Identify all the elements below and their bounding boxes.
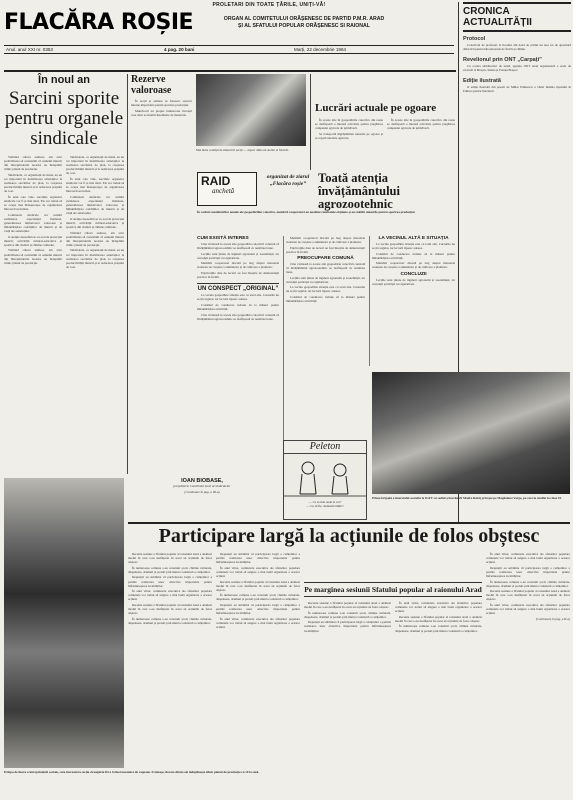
banner-subhead: Pe marginea sesiunii Sfatului popular al raionului Arad [304, 582, 482, 597]
paragraph: În anul care vine, sarcinile organelor sindicale vor fi și mai mari. Ele vor trebui să se ocupe mai îndeaproape de organizarea întrecerii socialiste. [4, 194, 62, 212]
banner-col-4 [486, 552, 570, 767]
masthead-info-bar [4, 45, 454, 54]
paragraph: Cine vizitează la aceste zile gospodăria colectivă constată că învățământul agrozootehnic se desfășoară cu rezultate bune. [286, 261, 365, 275]
cronica-item-title: Ediție ilustrată [463, 78, 501, 85]
cronica-item-title: Protocol [463, 36, 486, 42]
feature-col-a [197, 236, 279, 486]
paragraph: Vizitând câteva ateliere, am avut posibilitatea să constatăm că oamenii muncii din întreprinderile noastre au îndeplinit ritmic planul de producție. [4, 155, 62, 172]
masthead-subtitle-2: ȘI AL SFATULUI POPULAR ORĂȘENESC SI RAIONAL [238, 23, 370, 29]
feature-subhead: PREOCUPARE COMUNĂ [297, 255, 354, 261]
article-body [4, 155, 124, 485]
paragraph: Deputații au subliniat că participarea largă a cetățenilor a permis realizarea unor obiective importante pentru înfrumusețarea localităților. [486, 565, 570, 578]
paragraph: Recenta sesiune a Sfatului popular al raionului Arad a analizat modul în care s-au desfășurat în acest an acțiunile de folos obștesc. [216, 579, 300, 592]
paragraph: Sindicatele, ca organizații de masă, au un rol important în mobilizarea salariaților la realizarea sarcinilor de plan, la creșterea productivității muncii și la reducerea prețului de cost. [66, 155, 124, 176]
paragraph: În anul viitor, comitetele executive ale sfaturilor populare comunale vor trebui să asigure o mai bună organizare a acestor acțiuni. [395, 601, 482, 614]
paragraph: Deputații au subliniat că participarea largă a cetățenilor a permis realizarea unor obiective importante pentru înfrumusețarea localităților. [304, 620, 391, 633]
feature-headline: Toată atenția învățământului agrozootehnic [318, 171, 400, 211]
masthead-subtitle-1: ORGAN AL COMITETULUI ORĂȘENESC DE PARTID P.M.R. ARAD [223, 16, 385, 22]
banner-col-2 [216, 552, 300, 767]
raid-badge-title: RAID [201, 174, 231, 188]
ogoare-title: Lucrări actuale pe ogoare [315, 102, 437, 114]
signature-role: președintele Consiliului local al sindicatelor [173, 484, 231, 488]
paragraph: În numeroase comune s-au construit școli, cămine culturale, dispensare, drumuri și poduri prin munca voluntară a cetățenilor. [216, 593, 300, 602]
masthead-title: FLACĂRA ROȘIE [4, 10, 194, 35]
banner-col-1 [128, 552, 212, 767]
paragraph: Consiliul de conducere trebuie să ia măsuri pentru îmbunătățirea activității. [286, 295, 365, 304]
paragraph: Sindicatele, ca organizații de masă, au un rol important în mobilizarea salariaților la realizarea sarcinilor de plan, la creșterea productivității muncii și la reducerea prețului de cost. [4, 172, 62, 194]
article-kicker: În noul an [38, 74, 90, 86]
ogoare-body [315, 118, 455, 140]
masthead-divider [4, 70, 456, 72]
paragraph: Vizitând câteva ateliere, am avut posibilitatea să constatăm că oamenii muncii din întreprinderile noastre au îndeplinit ritmic planul de producție. [4, 248, 62, 265]
paragraph: Comitetele sindicale vor urmări extinderea experienței înaintate, generalizarea inițiativelor valoroase și îmbunătățirea condițiilor de muncă și de viață ale salariaților. [4, 212, 62, 234]
continue-note: (Continuare în pag. a II-a) [535, 616, 570, 621]
rezerve-body [131, 99, 192, 117]
paragraph: În numeroase comune s-au construit școli, cămine culturale, dispensare, drumuri și poduri prin munca voluntară a cetățenilor. [128, 565, 212, 574]
ogoare-article [310, 74, 455, 170]
paragraph: Recenta sesiune a Sfatului popular al raionului Arad a analizat modul în care s-au desfășurat în acest an acțiunile de folos obștesc. [395, 614, 482, 623]
signature-name: IOAN BIOBASE, [181, 478, 223, 484]
raid-badge-sub: anchetă [212, 187, 235, 195]
paragraph: Lecțiile sunt ținute de ingineri agronomi și zootehniști, iar cursanții participă cu regularitate. [197, 251, 279, 260]
issue-date: Marți, 22 decembrie 1964 [294, 47, 347, 52]
paragraph: La vecina gospodărie situația este cu totul alta. Cursurile nu se țin regulat, iar lectorii lipsesc adesea. [372, 242, 455, 251]
paragraph: În aceste zile în gospodăriile colective din raion se desfășoară o intensă activitate pentru pregătirea campaniei agricole de primăvară. [315, 118, 383, 131]
cronica-header: CRONICA ACTUALITĂȚII [463, 2, 571, 32]
paragraph: Recenta sesiune a Sfatului popular al raionului Arad a analizat modul în care s-au desfășurat în acest an acțiunile de folos obștesc. [128, 552, 212, 565]
box-title: UN CONSPECT „ORIGINAL” [197, 283, 279, 293]
paragraph: În numeroase comune s-au construit școli, cămine culturale, dispensare, drumuri și poduri prin munca voluntară a cetățenilor. [304, 610, 391, 619]
paragraph: Recenta sesiune a Sfatului popular al raionului Arad a analizat modul în care s-au desfășurat în acest an acțiunile de folos obștesc. [128, 603, 212, 616]
article-headline: Sarcini sporite pentru organele sindicale [4, 88, 124, 149]
raid-badge [197, 172, 257, 206]
article-sindicale [4, 74, 124, 474]
paragraph: Sindicatele, ca organizații de masă, au un rol important în mobilizarea salariaților la realizarea sarcinilor de plan, la creșterea productivității muncii și la reducerea prețului de cost. [66, 248, 124, 269]
paragraph: Recenta sesiune a Sfatului popular al raionului Arad a analizat modul în care s-au desfășurat în acest an acțiunile de folos obștesc. [304, 601, 391, 610]
cronica-item-text: O ediție ilustrată din poezii de Mihai Eminescu a văzut lumina tiparului în Editura pentru literatură. [463, 85, 571, 94]
paragraph: În anul viitor, comitetele executive ale sfaturilor populare comunale vor trebui să asigure o mai bună organizare a acestor acțiuni. [486, 603, 570, 616]
paragraph: Lecțiile sunt ținute de ingineri agronomi și zootehniști, iar cursanții participă cu regularitate. [372, 277, 455, 286]
paragraph: Comitetele sindicale vor urmări extinderea experienței înaintate, generalizarea inițiativelor valoroase și îmbunătățirea condițiilor de muncă și de viață ale salariaților. [66, 194, 124, 216]
paragraph: În secții și ateliere se folosesc rezerve interne importante pentru sporirea producției. [131, 99, 192, 108]
cartoon-illustration [284, 454, 366, 500]
paragraph: Recenta sesiune a Sfatului popular al raionului Arad a analizat modul în care s-au desfășurat în acest an acțiunile de folos obștesc. [486, 589, 570, 602]
paragraph: Consiliul de conducere trebuie să ia măsuri pentru îmbunătățirea activității. [372, 251, 455, 260]
paragraph: O atenție deosebită se va acorda protecției muncii, activității cultural-educative și sportive din cluburi și cămine culturale. [66, 216, 124, 229]
paragraph: În numeroase comune s-au construit școli, cămine culturale, dispensare, drumuri și poduri prin munca voluntară a cetățenilor. [128, 616, 212, 625]
banner-divider [128, 522, 570, 524]
article-signature [127, 478, 277, 518]
paragraph: Se transportă îngrășăminte naturale pe ogoare și se repară uneltele agricole. [315, 131, 383, 140]
humor-title: Peleton [284, 441, 366, 454]
cronica-item-1 [463, 36, 571, 51]
paragraph: În aceste zile în gospodăriile colective din raion se desfășoară o intensă activitate pentru pregătirea campaniei agricole de primăvară. [387, 118, 455, 131]
rezerve-article [127, 74, 192, 474]
feature-col-c [369, 236, 455, 366]
photo-workers [196, 74, 306, 146]
feature-intro: În cadrul consfătuirilor anuale ale gospodăriilor colective, membrii cooperatori au analizat rezultatele obținute și au stabilit măsurile pentru sporirea producției. [197, 210, 416, 214]
paragraph: La vecina gospodărie situația este cu totul alta. Cursurile nu se țin regulat, iar lectorii lipsesc adesea. [286, 285, 365, 294]
cronica-item-text: Colectivul de profesori al liceului din Arad au primit un nou lot de aparatură didactică pentru laboratoarele de fizică și chimie. [463, 43, 571, 52]
paragraph: La vecina gospodărie situația este cu totul alta. Cursurile nu se țin regulat, iar lectorii lipsesc adesea. [197, 293, 279, 302]
raid-badge-org: organizat de ziarul „Flacăra roșie” [266, 174, 310, 187]
paragraph: Deputații au subliniat că participarea largă a cetățenilor a permis realizarea unor obiective importante pentru înfrumusețarea localităților. [128, 575, 212, 588]
paragraph: În anul viitor, comitetele executive ale sfaturilor populare comunale vor trebui să asigure o mai bună organizare a acestor acțiuni. [216, 565, 300, 578]
masthead [4, 2, 454, 70]
cronica-item-3 [463, 78, 571, 93]
photo-brigade-caption: Prima brigadă a tineretului socialist la IGFT cu sediul și lucrătorii Madra Rubiț privește pe Magdalena Varga, pe care la studiat la clasa 10. [372, 496, 562, 500]
paragraph: În anul care vine, sarcinile organelor sindicale vor fi și mai mari. Ele vor trebui să se ocupe mai îndeaproape de organizarea întrecerii socialiste. [66, 176, 124, 194]
cronica-item-text: Cu ocazia sărbătorilor de iarnă, agenția ONT Arad organizează o serie de excursii la Brașov, Sinaia și Poiana Brașov. [463, 64, 571, 73]
rezerve-title: Rezerve valoroase [131, 74, 172, 96]
paragraph: Explicațiile date de lectori au fost însoțite de demonstrații practice în fermă. [197, 271, 279, 280]
paragraph: Membrii cooperatori discută pe larg despre metodele avansate de creștere a animalelor și de cultivare a plantelor. [286, 236, 365, 245]
main-banner-headline: Participare largă la acțiunile de folos obștesc [158, 525, 540, 547]
issue-number: Anul. anul XXI nr. 0353 [6, 47, 53, 52]
pages-price: 4 pag. 20 bani [164, 47, 195, 52]
top-slogan: PROLETARI DIN TOATE ȚĂRILE, UNIȚI-VĂ! [212, 2, 326, 8]
photo-workers-caption: Mai bune condiții de muncă în secții — aspect dintr-un atelier al fabricii. [196, 148, 289, 152]
paragraph: Consiliul de conducere trebuie să ia măsuri pentru îmbunătățirea activității. [197, 302, 279, 312]
paragraph: În numeroase comune s-au construit școli, cămine culturale, dispensare, drumuri și poduri prin munca voluntară a cetățenilor. [395, 624, 482, 633]
paragraph: O atenție deosebită se va acorda protecției muncii, activității cultural-educative și sportive din cluburi și cămine culturale. [4, 234, 62, 247]
photo-brigade [372, 372, 570, 494]
feature-subhead: CUM EXISTĂ INTERES [197, 236, 249, 241]
banner-sub-box [304, 552, 482, 767]
cronica-item-title: Revelionul prin ONT „Carpați” [463, 57, 542, 64]
humor-box [283, 440, 367, 520]
feature-subhead: CONCLUZII [400, 271, 427, 277]
paragraph: Explicațiile date de lectori au fost însoțite de demonstrații practice în fermă. [286, 245, 365, 254]
paragraph: Membrii cooperatori discută pe larg despre metodele avansate de creștere a animalelor și de cultivare a plantelor. [372, 261, 455, 270]
continue-note: (Continuare în pag. a III-a) [184, 490, 220, 495]
paragraph: În anul viitor, comitetele executive ale sfaturilor populare comunale vor trebui să asigure o mai bună organizare a acestor acțiuni. [128, 589, 212, 602]
paragraph: Muncitorii au propus numeroase inovații care aduc economii însemnate de materiale. [131, 108, 192, 117]
paragraph: Deputații au subliniat că participarea largă a cetățenilor a permis realizarea unor obiective importante pentru înfrumusețarea localităților. [216, 603, 300, 616]
paragraph: Membrii cooperatori discută pe larg despre metodele avansate de creștere a animalelor și de cultivare a plantelor. [197, 261, 279, 270]
feature-subhead: LA VECINUL ALTĂ E SITUAȚIA [378, 236, 449, 241]
paragraph: În anul viitor, comitetele executive ale sfaturilor populare comunale vor trebui să asigure o mai bună organizare a acestor acțiuni. [216, 616, 300, 629]
humor-caption-2: — Ce să fie, dedesubt nimic! [306, 504, 344, 509]
paragraph: Lecțiile sunt ținute de ingineri agronomi și zootehniști, iar cursanții participă cu regularitate. [286, 275, 365, 284]
photo-team-caption: Echipa de tinere a întreprinderii sociale, care lucrează la secția strungărie III a Uzinei mecanice de vagoane. Fruntașe, fiecare dintre ele îndeplinește zilnic planul de producție cu 10 la sută. [4, 770, 260, 774]
humor-caption: — Ce se mai aude la voi? [308, 500, 342, 504]
paragraph: În numeroase comune s-au construit școli, cămine culturale, dispensare, drumuri și poduri prin munca voluntară a cetățenilor. [486, 579, 570, 588]
photo-team [4, 478, 124, 768]
paragraph: Vizitând câteva ateliere, am avut posibilitatea să constatăm că oamenii muncii din întreprinderile noastre au îndeplinit ritmic planul de producție. [66, 230, 124, 247]
paragraph: Deputații au subliniat că participarea largă a cetățenilor a permis realizarea unor obiective importante pentru înfrumusețarea localităților. [216, 552, 300, 565]
paragraph: Cine vizitează la aceste zile gospodăria colectivă constată că învățământul agrozootehnic se desfășoară cu rezultate bune. [197, 242, 279, 251]
paragraph: În anul viitor, comitetele executive ale sfaturilor populare comunale vor trebui să asigure o mai bună organizare a acestor acțiuni. [486, 552, 570, 565]
paragraph: Cine vizitează la aceste zile gospodăria colectivă constată că învățământul agrozootehnic se desfășoară cu rezultate bune. [197, 312, 279, 321]
cronica-item-2 [463, 57, 571, 72]
